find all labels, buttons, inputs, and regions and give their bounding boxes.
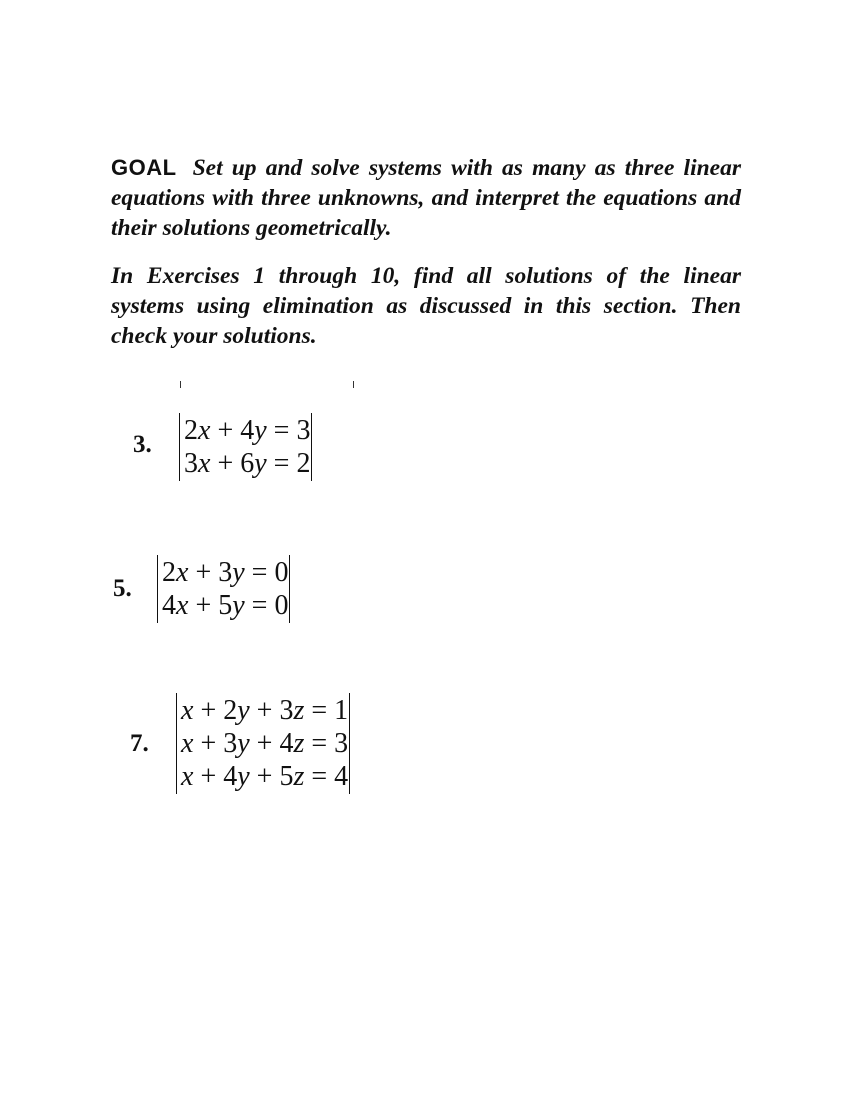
goal-label: GOAL [111,155,177,180]
equation-system [179,413,312,481]
tick-mark [353,381,354,388]
equation-system [157,555,290,623]
equation: 4x + 5y = 0 [162,590,289,621]
equation: x + 3y + 4z = 3 [181,728,349,759]
exercise-number: 7. [130,730,149,757]
equation: 2x + 4y = 3 [184,415,311,446]
equation: 2x + 3y = 0 [162,557,289,588]
equation: x + 4y + 5z = 4 [181,761,349,792]
goal-text: Set up and solve systems with as many as three linear equations with three unknowns, and interpret the equations and their solutions geometrically. [111,155,741,241]
equation-system [176,693,350,794]
exercise-instructions: In Exercises 1 through 10, find all solutions of the linear systems using elimination as discussed in this section. Then check your solutions. [111,263,741,349]
exercise-number: 5. [113,575,132,602]
tick-mark [180,381,181,388]
equation: x + 2y + 3z = 1 [181,695,349,726]
exercise-number: 3. [133,431,152,458]
equation: 3x + 6y = 2 [184,448,311,479]
goal-paragraph [111,153,741,243]
